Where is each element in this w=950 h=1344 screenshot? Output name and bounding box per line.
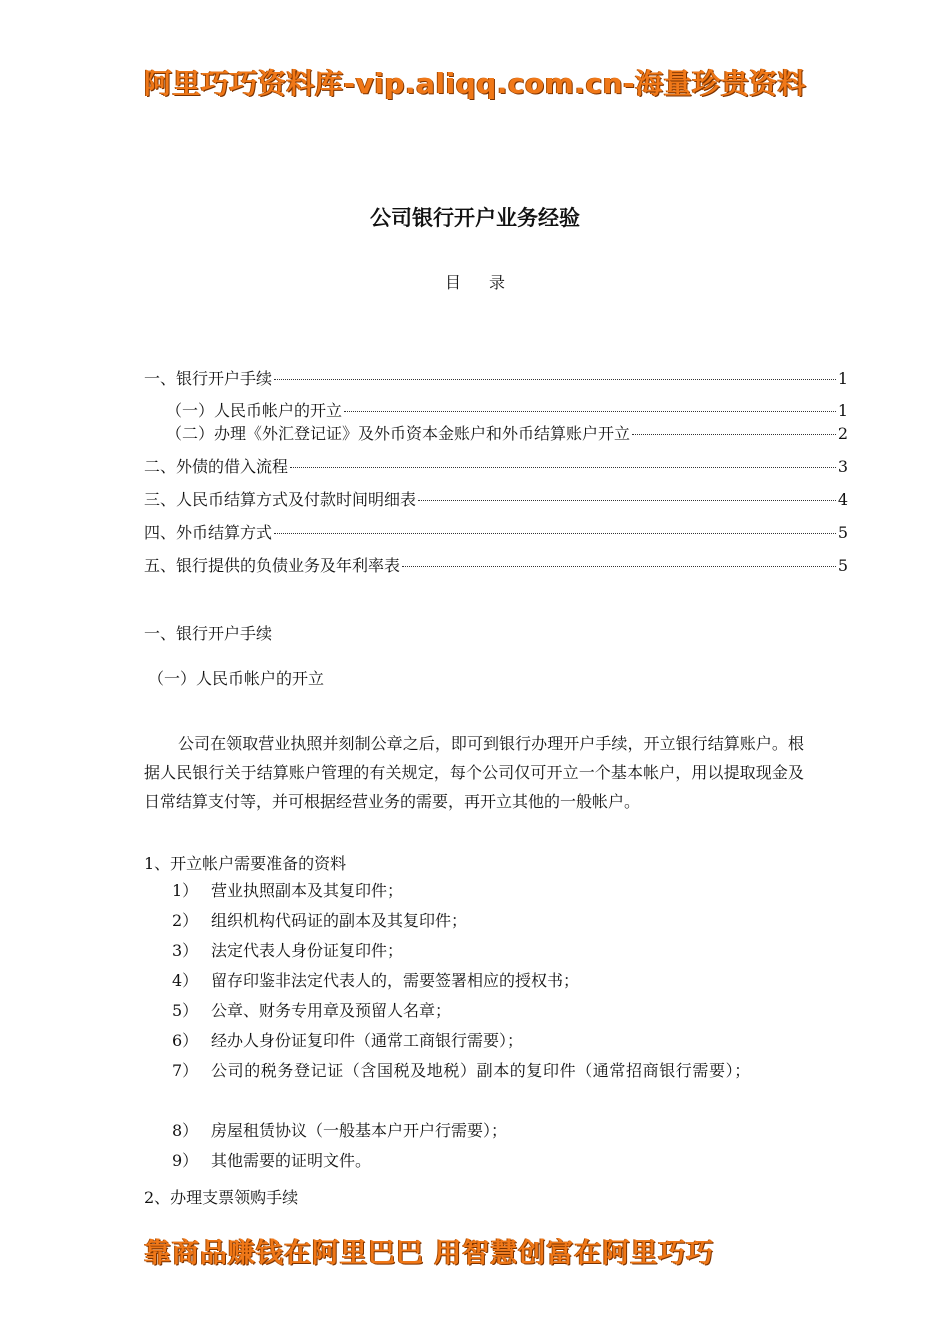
- toc-leader-dots: [402, 565, 836, 567]
- toc-entry-label: （二）办理《外汇登记证》及外币资本金账户和外币结算账户开立: [166, 424, 631, 443]
- list-item: [172, 1026, 812, 1056]
- list-item: [172, 1146, 812, 1176]
- toc-entry-page: 5: [837, 523, 848, 542]
- toc-entry[interactable]: [166, 398, 848, 421]
- toc-leader-dots: [274, 532, 836, 534]
- footer-watermark-banner: 靠商品赚钱在阿里巴巴 用智慧创富在阿里巧巧: [144, 1238, 715, 1269]
- toc-entry-label: 四、外币结算方式: [144, 523, 273, 542]
- list-item-text: 法定代表人身份证复印件；: [211, 941, 404, 960]
- toc-entry-label: 三、人民币结算方式及付款时间明细表: [144, 490, 417, 509]
- toc-entry-label: 二、外债的借入流程: [144, 457, 289, 476]
- list-item-number: 6）: [172, 1031, 199, 1050]
- toc-heading: 目录: [444, 273, 533, 292]
- list-item-number: 9）: [172, 1151, 199, 1170]
- toc-entry-page: 4: [837, 490, 848, 509]
- toc-entry-page: 2: [837, 424, 848, 443]
- toc-entry-page: 3: [837, 457, 848, 476]
- toc-leader-dots: [632, 433, 836, 435]
- subsection-heading: （一）人民币帐户的开立: [148, 669, 325, 688]
- list-item-number: 3）: [172, 941, 199, 960]
- toc-entry-page: 1: [837, 369, 848, 388]
- toc-leader-dots: [344, 410, 836, 412]
- list-item-text: 经办人身份证复印件（通常工商银行需要）；: [211, 1031, 524, 1050]
- list-item-text: 房屋租赁协议（一般基本户开户行需要）；: [211, 1121, 508, 1140]
- list-item: [172, 1056, 812, 1086]
- header-watermark-banner: 阿里巧巧资料库-vip.aliqq.com.cn-海量珍贵资料: [144, 67, 807, 100]
- list-item-number: 8）: [172, 1121, 199, 1140]
- toc-entry-page: 1: [837, 401, 848, 420]
- list-item: [172, 966, 812, 996]
- toc-entry[interactable]: [144, 553, 848, 576]
- toc-entry[interactable]: [144, 487, 848, 510]
- list-item-text: 其他需要的证明文件。: [211, 1151, 372, 1170]
- list-item-text: 留存印鉴非法定代表人的，需要签署相应的授权书；: [211, 971, 580, 990]
- list-item-number: 1）: [172, 881, 199, 900]
- list-item-text: 公司的税务登记证（含国税及地税）副本的复印件（通常招商银行需要）；: [211, 1061, 751, 1080]
- item-heading: 2、办理支票领购手续: [144, 1188, 299, 1207]
- toc-entry-label: （一）人民币帐户的开立: [166, 401, 343, 420]
- toc-leader-dots: [418, 499, 836, 501]
- list-item-text: 公章、财务专用章及预留人名章；: [211, 1001, 452, 1020]
- toc-entry[interactable]: [144, 520, 848, 543]
- list-item-number: 7）: [172, 1061, 199, 1080]
- toc-entry[interactable]: [144, 366, 848, 389]
- toc-entry-page: 5: [837, 556, 848, 575]
- document-title: 公司银行开户业务经验: [370, 206, 580, 230]
- item-heading: 1、开立帐户需要准备的资料: [144, 854, 347, 873]
- toc-entry[interactable]: [144, 454, 848, 477]
- list-item: [172, 876, 812, 906]
- toc-entry[interactable]: [166, 421, 848, 444]
- list-item-text: 组织机构代码证的副本及其复印件；: [211, 911, 468, 930]
- list-item: [172, 1116, 812, 1146]
- section-heading: 一、银行开户手续: [144, 624, 273, 643]
- toc-entry-label: 五、银行提供的负债业务及年利率表: [144, 556, 401, 575]
- list-item-number: 4）: [172, 971, 199, 990]
- list-item-text: 营业执照副本及其复印件；: [211, 881, 404, 900]
- list-item-number: 2）: [172, 911, 199, 930]
- list-item-number: 5）: [172, 1001, 199, 1020]
- list-item: [172, 936, 812, 966]
- list-item: [172, 906, 812, 936]
- toc-leader-dots: [274, 378, 836, 380]
- toc-leader-dots: [290, 466, 836, 468]
- intro-paragraph: 公司在领取营业执照并刻制公章之后，即可到银行办理开户手续，开立银行结算账户。根据人民银行关于结算账户管理的有关规定，每个公司仅可开立一个基本帐户，用以提取现金及日常结算支付等，并可根据经营业务的需要，再开立其他的一般帐户。: [144, 734, 804, 811]
- list-item: [172, 996, 812, 1026]
- toc-entry-label: 一、银行开户手续: [144, 369, 273, 388]
